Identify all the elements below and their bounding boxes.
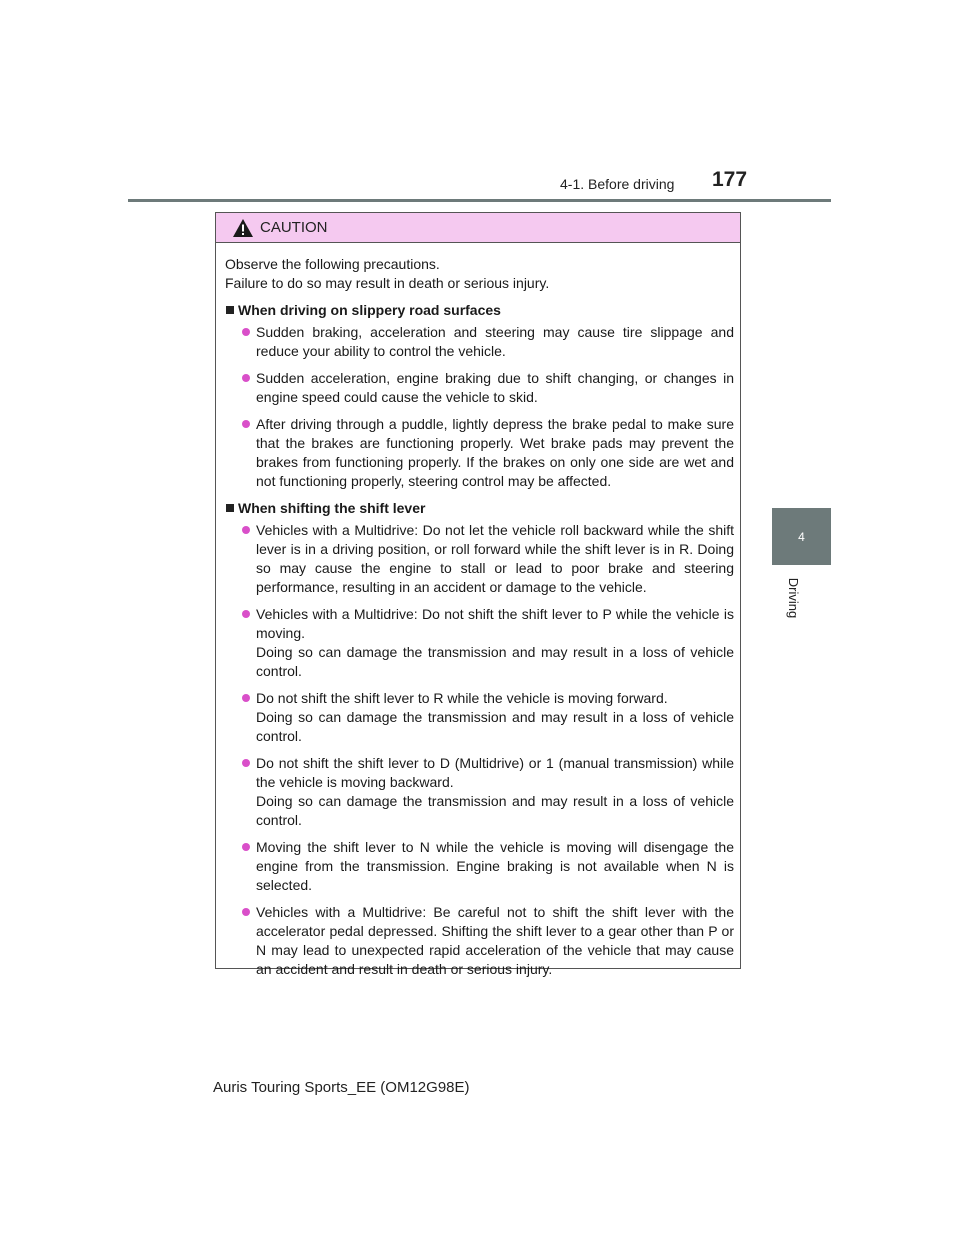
bullet-paragraph: After driving through a puddle, lightly depress the brake pedal to make sure that the brakes are functioning properly. Wet brake pads may prevent the brakes from functioning properly. If the brakes on only one side are wet and not functioning properly, steering control may be affected. <box>256 416 734 489</box>
intro-line: Observe the following precautions. <box>225 256 440 272</box>
bullet-paragraph: Vehicles with a Multidrive: Be careful not to shift the shift lever with the accelerator pedal depressed. Shifting the shift lever to a gear other than P or N may lead to unexpected rapid acceleration of the vehicle that may cause an accident and result in death or serious injury. <box>256 904 734 977</box>
bullet-item <box>225 415 734 491</box>
bullet-paragraph: Moving the shift lever to N while the vehicle is moving will disengage the engine from the transmission. Engine braking is not available when N is selected. <box>256 839 734 893</box>
bullet-item <box>225 323 734 361</box>
chapter-tab[interactable] <box>772 508 831 565</box>
caution-box <box>215 212 741 977</box>
caution-body <box>216 243 740 979</box>
bullet-paragraph: Doing so can damage the transmission and may result in a loss of vehicle control. <box>256 793 734 828</box>
bullet-item <box>225 838 734 895</box>
bullet-item <box>225 689 734 746</box>
caution-title: CAUTION <box>260 219 328 236</box>
bullet-paragraph: Sudden braking, acceleration and steering may cause tire slippage and reduce your ability to control the vehicle. <box>256 324 734 359</box>
caution-sections <box>225 301 734 979</box>
caution-section <box>225 301 734 491</box>
intro-line: Failure to do so may result in death or serious injury. <box>225 275 550 291</box>
bullet-item <box>225 754 734 830</box>
header-section-title: 4-1. Before driving <box>560 176 675 192</box>
bullet-paragraph: Sudden acceleration, engine braking due to shift changing, or changes in engine speed could cause the vehicle to skid. <box>256 370 734 405</box>
chapter-tab-number: 4 <box>798 529 805 544</box>
caution-header <box>216 213 740 243</box>
bullet-item <box>225 521 734 597</box>
bullet-item <box>225 605 734 681</box>
caution-intro <box>225 255 734 293</box>
warning-triangle-icon <box>232 218 254 238</box>
bullet-paragraph: Doing so can damage the transmission and may result in a loss of vehicle control. <box>256 709 734 744</box>
chapter-tab-label: Driving <box>786 577 801 619</box>
bullet-item <box>225 903 734 979</box>
page-number: 177 <box>712 168 748 191</box>
bullet-paragraph: Vehicles with a Multidrive: Do not shift the shift lever to P while the vehicle is moving. <box>256 606 734 641</box>
header-rule <box>128 199 831 202</box>
bullet-list <box>225 521 734 979</box>
bullet-paragraph: Do not shift the shift lever to D (Multidrive) or 1 (manual transmission) while the vehicle is moving backward. <box>256 755 734 790</box>
bullet-paragraph: Do not shift the shift lever to R while the vehicle is moving forward. <box>256 690 668 706</box>
section-heading: When driving on slippery road surfaces <box>225 301 734 320</box>
section-heading: When shifting the shift lever <box>225 499 734 518</box>
bullet-list <box>225 323 734 491</box>
footer-model: Auris Touring Sports_EE (OM12G98E) <box>213 1079 470 1096</box>
bullet-item <box>225 369 734 407</box>
caution-section <box>225 499 734 979</box>
bullet-paragraph: Vehicles with a Multidrive: Do not let the vehicle roll backward while the shift lever is in a driving position, or roll forward while the shift lever is in R. Doing so may cause the engine to stall or lead to poor brake and steering performance, resulting in an accident or damage to the vehicle. <box>256 522 734 595</box>
bullet-paragraph: Doing so can damage the transmission and may result in a loss of vehicle control. <box>256 644 734 679</box>
